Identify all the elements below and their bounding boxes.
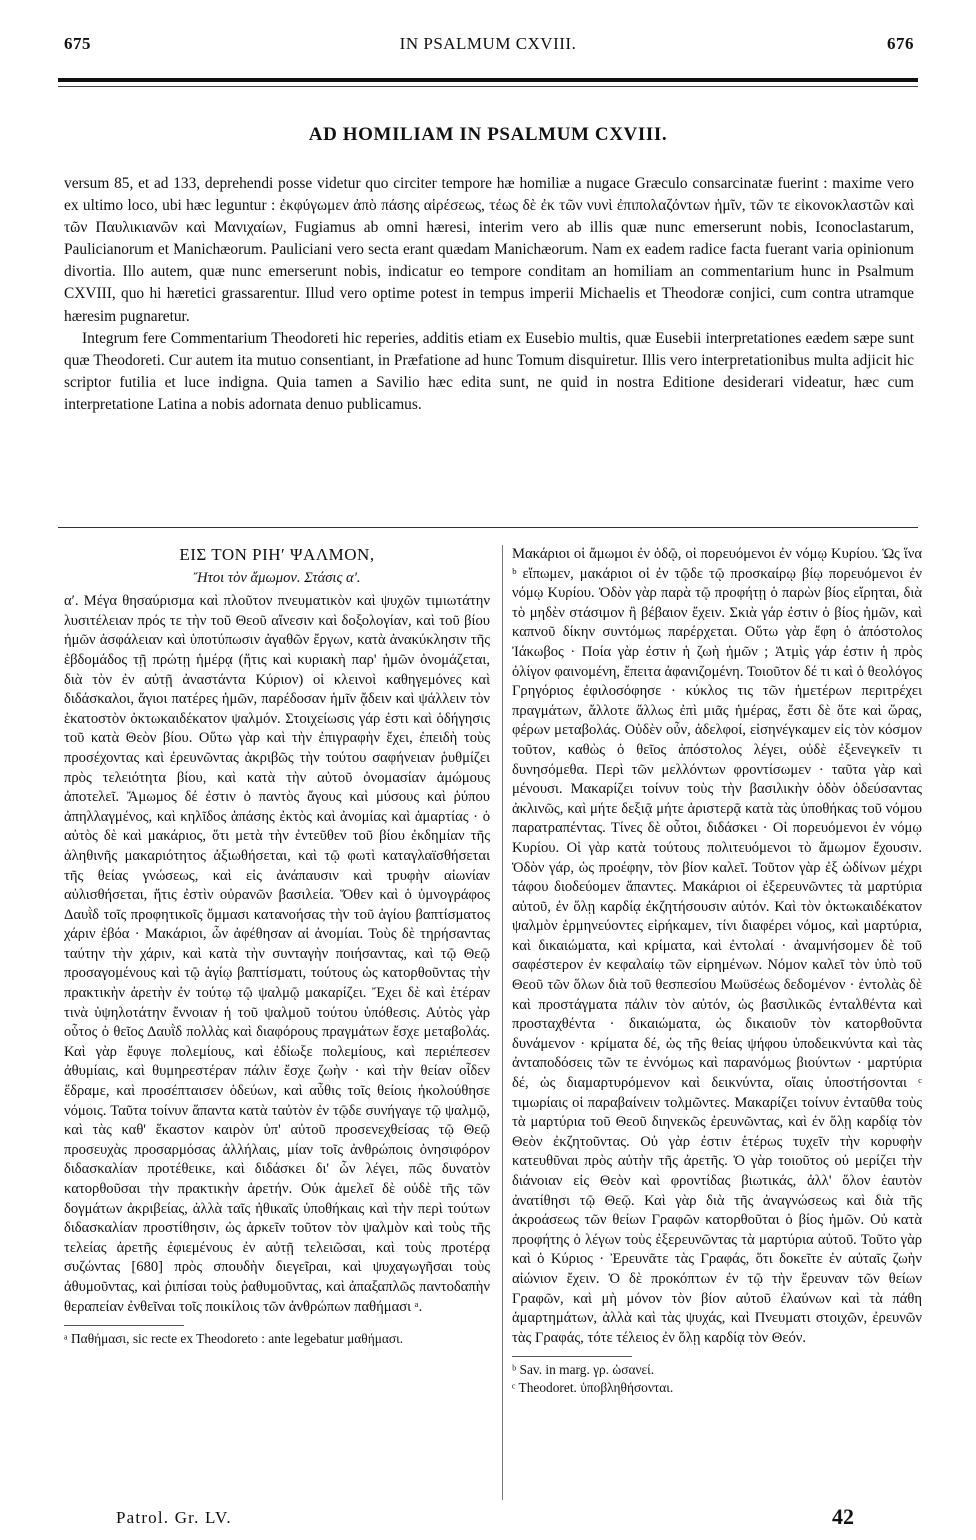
footnote-a: ᵃ Παθήμασι, sic recte ex Theodoreto : ante legebatur μαθήμασι. <box>64 1331 404 1347</box>
page-header <box>58 34 918 60</box>
intro-paragraph-1: versum 85, et ad 133, deprehendi posse videtur quo circiter tempore hæ homiliæ a nugace Græculo consarcinatæ fuerint : maxime vero ex ultimo loco, ubi hæc leguntur : ἐκφύγωμεν ἀπὸ πάσης αἱρέσεως, τέως δὲ ἐκ τῶν νυνὶ ἐπιπολαζόντων ἡμῖν, τῶν τε εἰκονοκλαστῶν καὶ τῶν Παυλικιανῶν καὶ Μανιχαίων, Fugiamus ab omni hæresi, interim vero ab illis quæ nunc emerserunt nobis, Iconoclastarum, Paulicianorum et Manichæorum. Pauliciani vero secta erant quædam Manichæorum. Nam ex eadem radice facta fuerant varia opinionum divortia. Illo autem, quæ nunc emerserunt nobis, indicatur eo tempore conditam an homiliam an commentarium hunc in Psalmum CXVIII, quo hi hæretici grassarentur. Illud vero optime potest in tempus imperii Michaelis et Theodoræ conjici, cum contra utramque hæresim pugnaretur. <box>64 175 914 325</box>
left-column-text: αʹ. Μέγα θησαύρισμα καὶ πλοῦτον πνευματικὸν καὶ ψυχῶν τιμιωτάτην λυσιτέλειαν πρός τε τὴν τοῦ Θεοῦ αἴνεσιν καὶ δοξολογίαν, καὶ τοῦ βίου ἡμῶν ἀσφάλειαν καὶ ὑποτύπωσιν ἀγαθῶν ἔργων, κατὰ ἀνακύκλησιν τῆς ἑβδομάδος τῇ πρώτῃ ἡμέρᾳ (ἥτις καὶ κυριακὴ παρ' ἡμῶν ὀνομάζεται, διὰ τὸν ἐν αὐτῇ ἀναστάντα Κύριον) οἱ κλεινοὶ καθηγεμόνες καὶ διδάσκαλοι, ἅγιοι πατέρες ἡμῶν, παρέδοσαν ἡμῖν ᾄδειν καὶ ψάλλειν τὸν ἑκατοστὸν ὀκτωκαιδέκατον ψαλμόν. Στοιχείωσις γάρ ἐστι καὶ ὁδήγησις τοῦ κατὰ Θεὸν βίου. Οὕτω γὰρ καὶ τὴν ἐπιγραφὴν ἔχει, ἐπειδὴ τοὺς προσέχοντας καὶ ἐρευνῶντας ἀκριβῶς τὴν τούτου σαφήνειαν ῥυθμίζει πρὸς τελειότητα βίου, καὶ κατὰ τὴν αὐτοῦ ὀνομασίαν ἀμώμους ἀποτελεῖ. Ἄμωμος δέ ἐστιν ὁ παντὸς ἄγους καὶ μύσους καὶ ῥύπου ἀπηλλαγμένος, καὶ κηλῖδος ἁπάσης ἐκτὸς καὶ ἀνομίας καὶ ἁμαρτίας · ὁ αὐτὸς δὲ καὶ μακάριος, ὅτι μετὰ τὴν ἐντεῦθεν τοῦ βίου ἐκδημίαν τῆς ἀληθινῆς μακαριότητος ἀξιωθήσεται, καὶ τῷ φωτὶ καταγλαϊσθήσεται τῆς θείας γνώσεως, καὶ εἰς ἀνάπαυσιν καὶ τρυφὴν αἰωνίαν αὐλισθήσεται, ἥτις ἐστὶν οὐρανῶν βασιλεία. Ὅθεν καὶ ὁ ὑμνογράφος Δαυῒδ τοῖς προφητικοῖς ὄμμασι κατανοήσας τὴν τοῦ ἁγίου βαπτίσματος χάριν ἐβόα · Μακάριοι, ὧν ἀφέθησαν αἱ ἀνομίαι. Τοὺς δὲ τηρήσαντας ταύτην τὴν χάριν, καὶ κατὰ τὴν συνταγὴν ποιήσαντας, καὶ τῷ Θεῷ προσαγομένους καὶ τῷ ἁγίῳ βαπτίσματι, τούτους ὡς κατορθοῦντας τὴν πρακτικὴν ἀρετὴν ἐν τούτῳ τῷ ψαλμῷ μακαρίζει. Ἔχει δὲ καὶ ἑτέραν τινὰ ὑψηλοτάτην ἔννοιαν ἡ τοῦ ψαλμοῦ τούτου ὑπόθεσις. Αὐτὸς γὰρ οὗτος ὁ θεῖος Δαυῒδ πολλὰς καὶ διαφόρους πραγμάτων ἔσχε μεταβολάς. Καὶ γὰρ ἔφυγε πολεμίους, καὶ ἐδίωξε πολεμίους, καὶ περιέπεσεν ἀθυμίαις, καὶ θυμηρεστέραν πάλιν ἔσχε ζωὴν · καὶ τὴν θείαν οἶδεν ἕδραμε, καὶ προσέπταισεν ὁδεύων, καὶ αὖθις τοῖς θείοις ἠκολούθησε νόμοις. Ταῦτα τοίνυν ἅπαντα κατὰ ταὐτὸν ἐν τῷδε συνήγαγε τῷ ψαλμῷ, καὶ τὰς καθ' ἕκαστον καιρὸν ὑπ' αὐτοῦ προσενεχθείσας τῷ Θεῷ προσευχὰς προσαρμόσας ἀλλήλαις, μίαν τοῖς ἀνθρώποις ὀνησιφόρον διδασκαλίαν προτέθεικε, καὶ διδάσκει δι' ὧν λέγει, πῶς δυνατὸν κατορθοῦσαι τὴν πρακτικὴν ἀρετήν. Οὐκ ἀμελεῖ δὲ οὐδὲ τῆς τῶν δογμάτων ἀκριβείας, ἀλλὰ ταῖς ἠθικαῖς ὑποθήκαις καὶ τὴν περὶ τούτων διδασκαλίαν προστίθησιν, ὡς ἀρκεῖν τοῦτον τὸν ψαλμὸν καὶ τοὺς τῆς τελείας ἀρετῆς ἐφιεμένους ἐν αὐτῇ τελειῶσαι, καὶ τοὺς προτέρᾳ συζώντας [680] πρὸς σπουδὴν διεγεῖραι, καὶ ψυχαγωγῆσαι τοὺς ἀθυμοῦντας, καὶ ῥιπίσαι τοὺς ῥαθυμοῦντας, καὶ ἀπαξαπλῶς παντοδαπὴν θεραπείαν ἐνθεῖναι τοῖς ποικίλοις τῶν ἀνθρώπων παθήμασι ᵃ. <box>64 593 490 1315</box>
header-rule-thin <box>58 86 918 87</box>
footnote-b: ᵇ Sav. in marg. γρ. ὡσανεί. <box>512 1362 655 1378</box>
section-title: AD HOMILIAM IN PSALMUM CXVIII. <box>308 124 668 145</box>
right-column <box>512 545 922 1396</box>
column-divider <box>502 545 503 1500</box>
greek-heading: ΕΙΣ ΤΟΝ ΡΙΗʹ ΨΑΛΜΟΝ, <box>179 545 375 564</box>
section-separator <box>58 527 918 528</box>
sheet-number: 42 <box>832 1504 854 1529</box>
page-number-right: 676 <box>887 34 914 53</box>
right-column-text: Μακάριοι οἱ ἄμωμοι ἐν ὁδῷ, οἱ πορευόμενοι ἐν νόμῳ Κυρίου. Ὡς ἵνα ᵇ εἴπωμεν, μακάριοι οἱ ἐν τῷδε τῷ προσκαίρῳ βίῳ πορευόμενοι ἐν νόμῳ Κυρίου. Ὁδὸν γὰρ παρὰ τῷ προφήτῃ ὁ παρὼν βίος εἴρηται, διὰ τὸ μηδὲν στάσιμον ἢ βέβαιον ἔχειν. Σκιὰ γάρ ἐστιν ὁ βίος ἡμῶν, καὶ καπνοῦ δίκην συντόμως παρέρχεται. Οὕτω γὰρ ἔφη ὁ ἀπόστολος Ἰάκωβος · Ποία γὰρ ἐστιν ἡ ζωὴ ἡμῶν ; Ἀτμὶς γάρ ἐστιν ἡ πρὸς ὀλίγον φαινομένη, ἔπειτα ἀφανιζομένη. Τοιοῦτον δέ τι καὶ ὁ θεολόγος Γρηγόριος ἐφιλοσόφησε · κύκλος τις τῶν ἡμετέρων περιτρέχει πραγμάτων, ἄλλοτε ἄλλως ἐπὶ μιᾶς ἡμέρας, ἔστι δὲ ὅτε καὶ ὥρας, φέρων μεταβολάς. Οὐδὲν οὖν, ἀδελφοί, εἰσηνέγκαμεν εἰς τὸν κόσμον τοῦτον, καθὼς ὁ θεῖος ἀπόστολος λέγει, οὐδὲ ἐξενεγκεῖν τι δυνησόμεθα. Περὶ τῶν μελλόντων φροντίσωμεν · ταῦτα γὰρ καὶ μένουσι. Μακαρίζει τοίνυν τοὺς τὴν βασιλικὴν ὁδὸν ὁδεύσαντας ἀκλινῶς, καὶ μήτε δεξιᾷ μήτε ἀριστερᾷ κατὰ τὰς ὑποθήκας τοῦ νόμου παρατραπέντας. Τίνες δὲ οὗτοι, διδάσκει · Οἱ πορευόμενοι ἐν νόμῳ Κυρίου. Οἱ γὰρ κατὰ τούτους πολιτευόμενοι τὸ ἄμωμον ἔχουσιν. Ὁδὸν γάρ, ὡς προέφην, τὸν βίον καλεῖ. Τοῦτον γὰρ ἐξ ὠδίνων μέχρι τάφου διοδεύομεν ἅπαντες. Μακάριοι οἱ ἐξερευνῶντες τὰ μαρτύρια αὐτοῦ, ἐν ὅλῃ καρδίᾳ ἐκζητήσουσιν αὐτόν. Καὶ τὸν ὀκτωκαιδέκατον ψαλμὸν ἑρμηνεύοντες εἰρήκαμεν, τίνι διαφέρει νόμος, καὶ μαρτύρια, καὶ δικαιώματα, καὶ κρίματα, καὶ ἐντολαί · ἀναμνήσομεν δὲ τοῦ σαφέστερον ἐν κεφαλαίῳ τῶν εἰρημένων. Νόμον καλεῖ τὸν ὑπὸ τοῦ Θεοῦ τῶν ὅλων διὰ τοῦ θεσπεσίου Μωϋσέως δεδομένον · ἐντολὰς δὲ καὶ προστάγματα πάλιν τὸν αὐτόν, ὡς βασιλικῶς ἐνταλθέντα καὶ προσταχθέντα · δικαιώματα, ὡς δικαιοῦν τὸν κατορθοῦντα δυνάμενον · κρίματα δέ, ὡς τῆς θείας ψήφου ὑποδεικνύντα καὶ τὰς ἀνταποδόσεις τῶν τε ἐννόμως καὶ παρανόμως βιούντων · μαρτύρια δέ, ὡς διαμαρτυρόμενον καὶ δεικνύντα, οἵαις ὑποστήσονται ᶜ τιμωρίαις οἱ παραβαίνειν τολμῶντες. Μακαρίζει τοίνυν ἐνταῦθα τοὺς τὰ μαρτύρια τοῦ Θεοῦ διηνεκῶς ἐρευνῶντας, καὶ ἐν ὅλῃ καρδίᾳ τὸν Θεὸν ἐκζητοῦντας. Οὐ γὰρ ἐστιν ἑτέρως τυχεῖν τὴν κορυφὴν κατευθῦναι πρὸς αὐτὴν τῆς ἀρετῆς. Ὁ γὰρ τοιοῦτος οὐ μερίζει τὴν διάνοιαν εἰς Θεὸν καὶ φροντίδας βιωτικάς, ἀλλ' ὅλον ἑαυτὸν ἀνατίθησι τῷ Θεῷ. Καὶ γὰρ διὰ τῆς ἀναγνώσεως καὶ διὰ τῆς ἀκροάσεως τῶν θείων Γραφῶν κατορθοῦται ὁ βίος ἡμῶν. Οὐ κατὰ προφήτης ὁ λέγων τοὺς ἐξερευνῶντας τὰ μαρτύρια αὐτοῦ. Τοῦτο γὰρ καὶ ὁ Κύριος · Ἐρευνᾶτε τὰς Γραφάς, ὅτι δοκεῖτε ἐν αὐταῖς ζωὴν αἰώνιον ἔχειν. Ὁ δὲ προκόπτων ἐν τῷ τὴν ἔρευναν τῶν θείων Γραφῶν, καὶ μὴ μόνον τὸν βίον αὐτοῦ ἐλαύνων καὶ τὰ πάθη ἁμαρτημάτων, ἀλλὰ καὶ τὰς ψυχάς, καὶ Πνευματι στοιχῶν, ἐρευνῶν τὰς Γραφάς, τότε τέλειος ἐν ὅλῃ καρδίᾳ τὸν Θεόν. <box>512 546 922 1346</box>
latin-introduction <box>64 173 914 416</box>
footnote-c: ᶜ Theodoret. ὑποβληθήσονται. <box>512 1379 674 1395</box>
greek-subheading: Ἤτοι τὸν ἄμωμον. Στάσις αʹ. <box>193 569 361 586</box>
running-title: IN PSALMUM CXVIII. <box>399 34 577 53</box>
page-number-left: 675 <box>64 34 91 53</box>
header-rule-thick <box>58 78 918 82</box>
signature-mark: Patrol. Gr. LV. <box>116 1508 232 1527</box>
left-column <box>64 545 490 1348</box>
intro-paragraph-2: Integrum fere Commentarium Theodoreti hic reperies, additis etiam ex Eusebio multis, quæ Eusebii interpretationes eædem sæpe sunt quæ Theodoreti. Cur autem ita mutuo consentiant, in Præfatione ad hunc Tomum disquiretur. Illis vero interpretationibus multa adjicit hic scriptor futilia et luce indigna. Quia tamen a Savilio hæc edita sunt, ne quid in nostra Editione desiderari videatur, hæc cum interpretatione Latina a nobis adornata denuo publicamus. <box>64 329 914 413</box>
